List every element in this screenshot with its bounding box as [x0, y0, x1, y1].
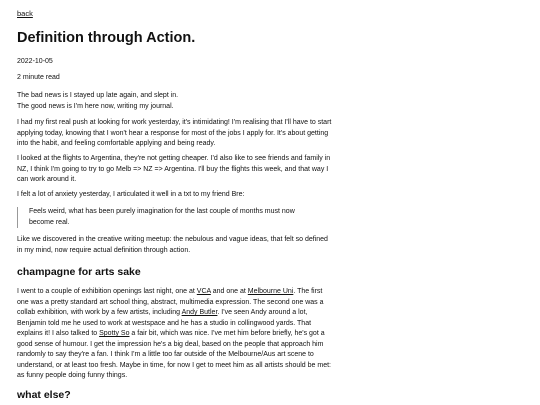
text-segment: collab exhibition, with work by a few artists, including: [17, 309, 182, 316]
text-line: as funny people doing funny things.: [17, 372, 128, 379]
text-line: I had my first real push at looking for work yesterday, it's intimidating! I'm realising that I'll have to start: [17, 119, 332, 126]
quote-line: become real.: [29, 218, 70, 226]
paragraph-work: [17, 118, 521, 150]
paragraph-meetup: [17, 235, 521, 256]
spotty-so-link[interactable]: Spotty So: [99, 330, 130, 337]
text-segment: explains it! I also talked to: [17, 330, 100, 337]
andy-butler-link[interactable]: Andy Butler: [181, 309, 218, 316]
text-line: The bad news is I stayed up late again, and slept in.: [17, 92, 179, 99]
text-line: I felt a lot of anxiety yesterday, I articulated it well in a txt to my friend Bre:: [17, 191, 245, 198]
text-line: into the habit, and feeling comfortable applying and being ready.: [17, 140, 216, 147]
paragraph-anxiety: [17, 190, 521, 201]
text-line: good sense of humour. I get the impression he's a big deal, based on the people that approach him: [17, 340, 324, 348]
vca-link[interactable]: VCA: [196, 288, 211, 295]
text-line: one was a pretty standard art school thing, abstract, multimedia expression. The second one was a: [17, 298, 324, 306]
text-segment: a fair bit, which was nice. I've met him before briefly, he's got a: [129, 330, 325, 337]
melbourne-uni-link[interactable]: Melbourne Uni: [247, 288, 294, 295]
section-heading-arts: champagne for arts sake: [17, 266, 141, 278]
text-line: can work around it.: [17, 176, 77, 183]
back-link[interactable]: back: [17, 9, 33, 18]
text-line: [17, 308, 521, 319]
text-segment: . I've seen Andy around a lot,: [217, 309, 308, 316]
text-line: The good news is I'm here now, writing my journal.: [17, 102, 174, 110]
text-line: applying today, knowing that I won't hear a response for most of the jobs I apply for. It's about getting: [17, 129, 329, 137]
read-time: 2 minute read: [17, 74, 60, 81]
quote-line: Feels weird, what has been purely imagination for the last couple of months must now: [29, 208, 295, 215]
paragraph-flights: [17, 154, 521, 186]
text-line: Like we discovered in the creative writing meetup: the nebulous and vague ideas, that felt so defined: [17, 236, 328, 243]
text-segment: and one at: [210, 288, 248, 295]
post-date: 2022-10-05: [17, 58, 53, 65]
text-segment: . The first: [293, 288, 323, 295]
text-line: understand, or at least too fresh. Maybe in time, for now I get to meet him as all artists should be met:: [17, 361, 331, 369]
text-line: [17, 287, 521, 298]
text-line: in my mind, now require actual definition through action.: [17, 246, 191, 254]
text-line: Benjamin told me he used to work at westspace and he has a studio in collingwood yards. That: [17, 319, 312, 327]
paragraph-intro: [17, 91, 521, 112]
text-line: randomly to say they're a fan. I think I'm a little too far outside of the Melbourne/Aus art scene to: [17, 351, 314, 358]
text-line: I looked at the flights to Argentina, they're not getting cheaper. I'd also like to see friends and family in: [17, 155, 331, 162]
post-title: Definition through Action.: [17, 30, 196, 46]
text-segment: I went to a couple of exhibition openings last night, one at: [17, 288, 197, 295]
blockquote: [17, 207, 509, 228]
text-line: [17, 329, 521, 340]
paragraph-arts: [17, 287, 521, 382]
text-line: NZ, I think I'm going to try to go Melb => NZ => Argentina. I'll buy the flights this week, and that way I: [17, 165, 329, 173]
section-heading-else: what else?: [17, 389, 71, 401]
